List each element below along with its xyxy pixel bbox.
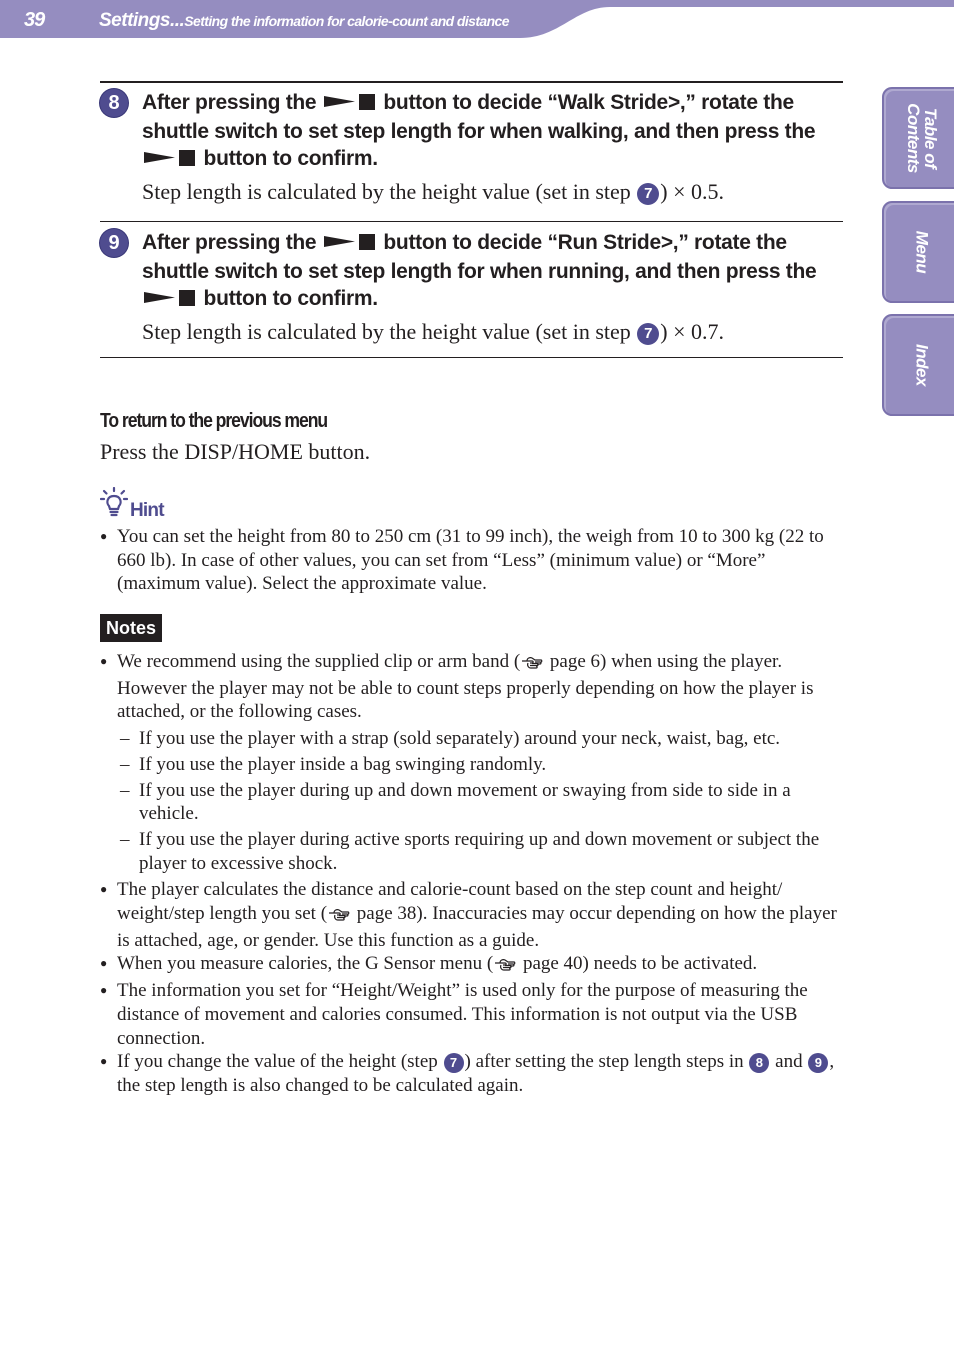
heading-text: button to decide “Walk Stride>,” rotate the shuttle switch to set step length for when walking, and then press the <box>142 91 816 143</box>
header-title <box>99 10 509 32</box>
play-stop-icon <box>324 90 376 118</box>
step-number-badge: 8 <box>100 89 128 117</box>
note-text: When you measure calories, the G Sensor menu ( <box>117 953 494 975</box>
note-text: ) after setting the step length steps in <box>464 1051 744 1073</box>
list-item: – If you use the player during up and down movement or swaying from side to side in a vehicle. <box>117 779 848 826</box>
list-item <box>100 1050 848 1097</box>
heading-text: After pressing the <box>142 231 317 254</box>
step-8 <box>100 89 845 207</box>
list-item <box>100 952 848 979</box>
tab-table-of-contents[interactable] <box>882 87 954 189</box>
hint-label: Hint <box>130 500 164 521</box>
divider <box>100 81 843 83</box>
header-subtitle: Setting the information for calorie-count and distance <box>184 13 509 29</box>
note-text: The player calculates the distance and calorie-count based on the step count and height/ weight/step length you set ( <box>117 879 783 925</box>
body-text: Step length is calculated by the height value (set in step <box>142 318 631 344</box>
list-item: ● The information you set for “Height/Weight” is used only for the purpose of measuring the distance of movement and calories consumed. This information is not output via the USB connection. <box>100 979 848 1050</box>
step-ref-badge: 8 <box>749 1053 769 1073</box>
heading-text: button to decide “Run Stride>,” rotate the shuttle switch to set step length for when running, and then press the <box>142 231 817 283</box>
divider <box>100 221 843 222</box>
hint-list <box>100 525 850 596</box>
divider <box>100 357 843 358</box>
note-text: If you change the value of the height (step <box>117 1051 438 1073</box>
note-text: page 38). Inaccuracies may occur depending on how the player is attached, age, or gender. Use this function as a guide. <box>117 903 837 951</box>
list-item <box>100 878 848 952</box>
notes-badge: Notes <box>100 614 162 642</box>
list-item <box>100 650 848 875</box>
tab-label: Table of Contents <box>904 103 940 173</box>
play-stop-icon <box>324 230 376 258</box>
note-text: We recommend using the supplied clip or arm band ( <box>117 651 521 672</box>
page-reference-icon <box>328 905 350 929</box>
step-heading <box>142 89 845 174</box>
note-text: , the step length is also changed to be calculated again. <box>117 1051 835 1096</box>
body-text: ) × 0.5. <box>660 178 724 204</box>
step-number-badge: 9 <box>100 229 128 257</box>
body-text: Step length is calculated by the height value (set in step <box>142 178 631 204</box>
return-menu-heading: To return to the previous menu <box>100 410 328 432</box>
list-item: – If you use the player with a strap (sold separately) around your neck, waist, bag, etc. <box>117 727 848 751</box>
list-item: – If you use the player during active sports requiring up and down movement or subject the player to excessive shock. <box>117 828 848 875</box>
play-stop-icon <box>144 146 196 174</box>
heading-text: button to confirm. <box>203 147 378 170</box>
step-ref-badge: 7 <box>637 323 659 345</box>
page-header <box>0 0 954 40</box>
heading-text: button to confirm. <box>203 287 378 310</box>
hint-title <box>100 487 850 522</box>
list-item: ● You can set the height from 80 to 250 cm (31 to 99 inch), the weigh from 10 to 300 kg (22 to 660 lb). In case of other values, you can set from “Less” (minimum value) or “More” (maximum value). Select the approximate value. <box>100 525 850 596</box>
step-ref-badge: 9 <box>808 1053 828 1073</box>
tab-label: Index <box>912 344 932 386</box>
hint-section <box>100 487 850 596</box>
page-reference-icon <box>521 653 543 677</box>
list-item: – If you use the player inside a bag swinging randomly. <box>117 753 848 777</box>
step-heading <box>142 229 845 314</box>
note-text: and <box>775 1051 803 1073</box>
return-menu-body: Press the DISP/HOME button. <box>100 439 371 464</box>
header-section: Settings... <box>99 10 185 31</box>
step-ref-badge: 7 <box>444 1053 464 1073</box>
page-number: 39 <box>24 9 45 31</box>
tab-index[interactable] <box>882 314 954 416</box>
step-body <box>142 317 845 347</box>
step-ref-badge: 7 <box>637 183 659 205</box>
note-text: page 40) needs to be activated. <box>518 953 758 975</box>
tab-menu[interactable] <box>882 201 954 303</box>
lightbulb-icon <box>100 487 128 522</box>
page-reference-icon <box>494 955 516 979</box>
step-body <box>142 177 845 207</box>
heading-text: After pressing the <box>142 91 317 114</box>
notes-list <box>100 650 848 1098</box>
notes-section <box>100 614 848 1098</box>
notes-sublist <box>117 727 848 875</box>
note-text: page 6) when using the player. However the player may not be able to count steps properly depending on how the player is attached, or the following cases. <box>117 651 814 723</box>
body-text: ) × 0.7. <box>660 318 724 344</box>
step-9 <box>100 229 845 347</box>
play-stop-icon <box>144 286 196 314</box>
tab-label: Menu <box>912 230 932 274</box>
